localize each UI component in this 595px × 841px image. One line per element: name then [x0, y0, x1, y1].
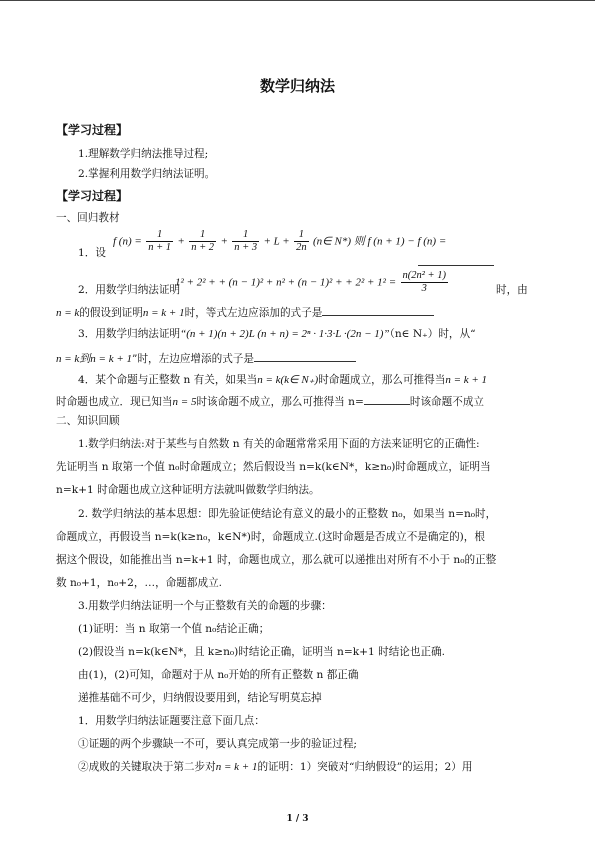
q2-formula: 1² + 2² + + (n − 1)² + n² + (n − 1)² + + 2² + 1² = $\frac{\text{n(2n² + 1)}}{3}$ [175, 270, 446, 294]
page-number: 1 / 3 [286, 814, 309, 824]
p2-line-3: 据这个假设，如能推出当 n=k+1 时，命题也成立，那么就可以递推出对所有不小于 n₀的正整 [56, 554, 497, 566]
q3-line2: n = k到n = k + 1”时，左边应增添的式子是 [56, 350, 356, 366]
p1-line-2: 先证明当 n 取第一个值 n₀时命题成立；然后假设当 n=k(k∈N*，k≥n₀)时命题成立，证明当 [56, 461, 491, 473]
p2-line-4: 数 n₀+1，n₀+2，…，命题都成立. [56, 577, 223, 589]
q3-answer-blank[interactable] [254, 350, 356, 362]
part2-heading: 二、知识回顾 [56, 415, 120, 427]
p3-line-3: (2)假设当 n=k(k∈N*，且 k≥n₀)时结论正确，证明当 n=k+1 时结论也正确. [78, 646, 446, 658]
q1-frac-4: $\frac{1}{2n}$ [296, 229, 307, 253]
q4-answer-blank[interactable] [364, 393, 410, 405]
part1-heading: 一、回归教材 [56, 212, 120, 224]
q1-formula: f (n) = $\frac{1}{n + 1}$ + $\frac{1}{n + 2}$ + $\frac{1}{n + 3}$ + L + $\frac{1}{2n}$ (n∈ N*) 则 f (n + 1) − f (n) = [113, 229, 447, 253]
q1-tail: + L + [263, 235, 290, 248]
p1-line-1: 1.数学归纳法:对于某些与自然数 n 有关的命题常常采用下面的方法来证明它的正确性: [78, 438, 480, 450]
p1-line-3: n=k+1 时命题也成立这种证明方法就叫做数学归纳法。 [56, 484, 320, 496]
q1-answer-blank[interactable] [418, 254, 494, 266]
q1-cond: (n∈ N*) 则 f (n + 1) − f (n) = [312, 235, 447, 248]
q2-frac: $\frac{\text{n(2n² + 1)}}{3}$ [402, 270, 446, 294]
q2-line1-b: 时，由 [496, 284, 528, 296]
goal-1: 1.理解数学归纳法推导过程; [78, 148, 209, 160]
p3-line-7: ①证题的两个步骤缺一不可，要认真完成第一步的验证过程; [78, 738, 358, 750]
p3-line-4: 由(1)，(2)可知，命题对于从 n₀开始的所有正整数 n 都正确 [78, 669, 359, 681]
page-title: 数学归纳法 [259, 77, 335, 95]
p2-line-1: 2. 数学归纳法的基本思想：即先验证使结论有意义的最小的正整数 n₀，如果当 n=n₀时， [78, 508, 497, 520]
q4-line1: 4．某个命题与正整数 n 有关，如果当n = k(k∈ N₊)时命题成立，那么可推得当n = k + 1 [78, 374, 488, 386]
q4-line2: 时命题也成立．现已知当n = 5时该命题不成立，那么可推得当 n= 时该命题不成立 [56, 393, 484, 409]
p3-line-2: (1)证明：当 n 取第一个值 n₀结论正确； [78, 623, 270, 635]
q1-label: 1．设 [78, 247, 106, 259]
p3-line-8: ②成败的关键取决于第二步对n = k + 1的证明：1）突破对“归纳假设”的运用；2）用 [78, 761, 473, 773]
q1-frac-2: $\frac{1}{n + 2}$ [191, 229, 215, 253]
q2-answer-blank[interactable] [322, 304, 434, 316]
q2-line1-a: 2．用数学归纳法证明 [78, 284, 181, 296]
p3-line-5: 递推基础不可少，归纳假设要用到，结论写明莫忘掉 [78, 692, 322, 704]
q1-f: f (n) = [113, 235, 142, 248]
q3-line1: 3．用数学归纳法证明“(n + 1)(n + 2)L (n + n) = 2ⁿ · 1·3·L ·(2n − 1)”（n∈ N₊）时，从“ [78, 328, 476, 340]
p2-line-2: 命题成立，再假设当 n=k(k≥n₀，k∈N*)时，命题成立.(这时命题是否成立不是确定的)，根 [56, 531, 485, 543]
q1-frac-1: $\frac{1}{n + 1}$ [148, 229, 172, 253]
p3-line-6: 1．用数学归纳法证题要注意下面几点： [78, 715, 265, 727]
p3-line-1: 3.用数学归纳法证明一个与正整数有关的命题的步骤： [78, 600, 332, 612]
q1-frac-3: $\frac{1}{n + 3}$ [234, 229, 258, 253]
section-heading-2: 【学习过程】 [56, 189, 129, 203]
section-heading-1: 【学习过程】 [56, 123, 129, 137]
q2-line2: n = k的假设到证明n = k + 1时，等式左边应添加的式子是 [56, 304, 434, 320]
top-rule [0, 0, 595, 1]
goal-2: 2.掌握利用数学归纳法证明。 [78, 168, 216, 180]
